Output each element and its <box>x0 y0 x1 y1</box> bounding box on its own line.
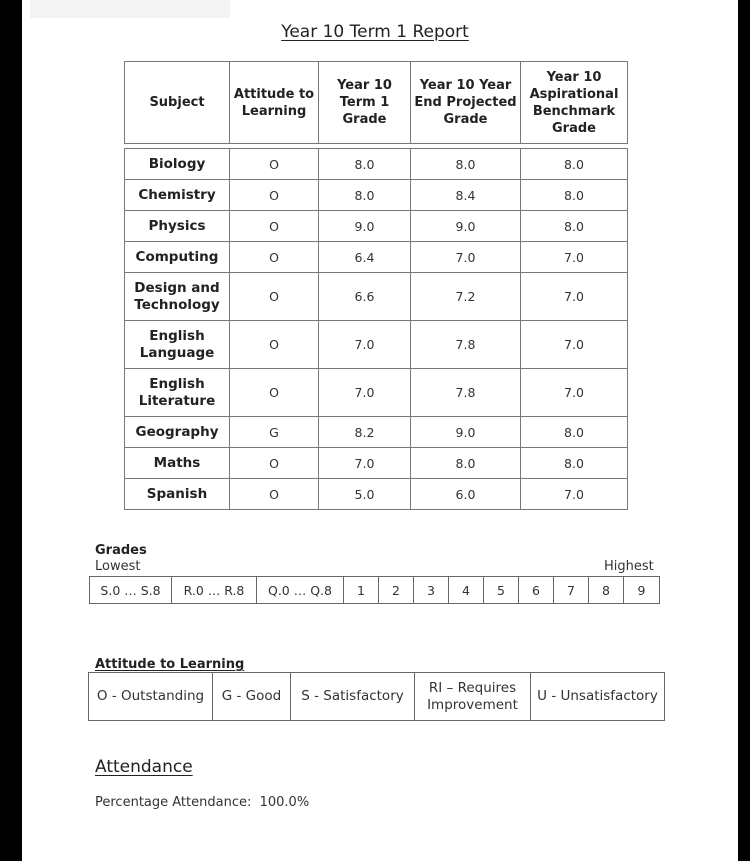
grades-label: Grades <box>95 543 147 558</box>
benchmark-grade-cell: 7.0 <box>521 273 628 321</box>
left-frame-border <box>0 0 22 861</box>
attendance-value: 100.0% <box>259 795 310 810</box>
projected-grade-cell: 7.8 <box>411 369 521 417</box>
subject-cell: Spanish <box>125 479 230 510</box>
grade-scale-cell: 4 <box>449 577 484 603</box>
term1-grade-cell: 5.0 <box>319 479 411 510</box>
table-row <box>125 180 628 211</box>
term1-grade-cell: 7.0 <box>319 321 411 369</box>
grade-scale-cell: 5 <box>484 577 519 603</box>
header-benchmark-grade: Year 10 Aspirational Benchmark Grade <box>521 62 628 144</box>
term1-grade-cell: 7.0 <box>319 369 411 417</box>
projected-grade-cell: 8.0 <box>411 149 521 180</box>
grade-scale-cell: S.0 … S.8 <box>90 577 172 603</box>
term1-grade-cell: 7.0 <box>319 448 411 479</box>
attitude-cell: O <box>230 149 319 180</box>
attitude-cell: O <box>230 273 319 321</box>
subject-cell: Maths <box>125 448 230 479</box>
term1-grade-cell: 8.2 <box>319 417 411 448</box>
benchmark-grade-cell: 8.0 <box>521 417 628 448</box>
attendance-line <box>95 795 309 810</box>
projected-grade-cell: 9.0 <box>411 417 521 448</box>
attitude-cell: O <box>230 211 319 242</box>
grade-scale-cell: 9 <box>637 582 646 598</box>
projected-grade-cell: 8.0 <box>411 448 521 479</box>
projected-grade-cell: 6.0 <box>411 479 521 510</box>
grade-scale-cell: Q.0 … Q.8 <box>257 577 344 603</box>
highest-label: Highest <box>604 559 654 574</box>
attitude-cell: O <box>230 369 319 417</box>
attitude-cell: O <box>230 180 319 211</box>
right-frame-border <box>738 0 750 861</box>
attitude-cell: O <box>230 242 319 273</box>
attitude-key-cell: S - Satisfactory <box>291 673 415 720</box>
grade-scale-cell: 1 <box>344 577 379 603</box>
grade-scale-cell: 6 <box>519 577 554 603</box>
table-row <box>125 321 628 369</box>
subject-cell: Computing <box>125 242 230 273</box>
subject-cell: English Literature <box>125 369 230 417</box>
attendance-label: Percentage Attendance: <box>95 795 252 810</box>
projected-grade-cell: 7.8 <box>411 321 521 369</box>
benchmark-grade-cell: 7.0 <box>521 369 628 417</box>
projected-grade-cell: 7.2 <box>411 273 521 321</box>
subject-cell: English Language <box>125 321 230 369</box>
report-title: Year 10 Term 1 Report <box>281 22 469 42</box>
attitude-cell: O <box>230 448 319 479</box>
table-body <box>125 144 628 510</box>
term1-grade-cell: 8.0 <box>319 149 411 180</box>
attitude-key-cell: G - Good <box>213 673 291 720</box>
table-row <box>125 417 628 448</box>
projected-grade-cell: 7.0 <box>411 242 521 273</box>
lowest-label: Lowest <box>95 559 141 574</box>
attitude-key-cell: U - Unsatisfactory <box>537 688 658 704</box>
attitude-key <box>88 672 665 721</box>
table-row <box>125 273 628 321</box>
header-term1-grade: Year 10 Term 1 Grade <box>319 62 411 144</box>
attendance-title: Attendance <box>95 757 193 777</box>
table-row <box>125 242 628 273</box>
benchmark-grade-cell: 8.0 <box>521 211 628 242</box>
grade-scale-cell: 2 <box>379 577 414 603</box>
grade-scale-cell: 3 <box>414 577 449 603</box>
grades-table <box>124 61 628 510</box>
subject-cell: Design and Technology <box>125 273 230 321</box>
subject-cell: Chemistry <box>125 180 230 211</box>
benchmark-grade-cell: 7.0 <box>521 321 628 369</box>
attitude-key-label: Attitude to Learning <box>95 657 245 672</box>
grade-scale <box>89 576 660 604</box>
table-row <box>125 479 628 510</box>
attitude-cell: O <box>230 321 319 369</box>
attitude-cell: O <box>230 479 319 510</box>
benchmark-grade-cell: 7.0 <box>521 479 628 510</box>
term1-grade-cell: 8.0 <box>319 180 411 211</box>
table-row <box>125 149 628 180</box>
top-header-smudge <box>30 0 230 18</box>
grade-scale-cell: R.0 … R.8 <box>172 577 257 603</box>
grade-scale-cell: 7 <box>554 577 589 603</box>
term1-grade-cell: 9.0 <box>319 211 411 242</box>
projected-grade-cell: 9.0 <box>411 211 521 242</box>
table-row <box>125 369 628 417</box>
attitude-key-cell: O - Outstanding <box>89 673 213 720</box>
header-projected-grade: Year 10 Year End Projected Grade <box>411 62 521 144</box>
subject-cell: Biology <box>125 149 230 180</box>
benchmark-grade-cell: 8.0 <box>521 180 628 211</box>
attitude-key-cell: RI – Requires Improvement <box>415 673 531 720</box>
benchmark-grade-cell: 7.0 <box>521 242 628 273</box>
table-row <box>125 211 628 242</box>
table-row <box>125 448 628 479</box>
header-attitude: Attitude to Learning <box>230 62 319 144</box>
attitude-cell: G <box>230 417 319 448</box>
benchmark-grade-cell: 8.0 <box>521 448 628 479</box>
header-subject: Subject <box>125 62 230 144</box>
projected-grade-cell: 8.4 <box>411 180 521 211</box>
grade-scale-cell: 8 <box>589 577 624 603</box>
subject-cell: Geography <box>125 417 230 448</box>
term1-grade-cell: 6.6 <box>319 273 411 321</box>
table-header-row <box>125 62 628 144</box>
subject-cell: Physics <box>125 211 230 242</box>
term1-grade-cell: 6.4 <box>319 242 411 273</box>
benchmark-grade-cell: 8.0 <box>521 149 628 180</box>
